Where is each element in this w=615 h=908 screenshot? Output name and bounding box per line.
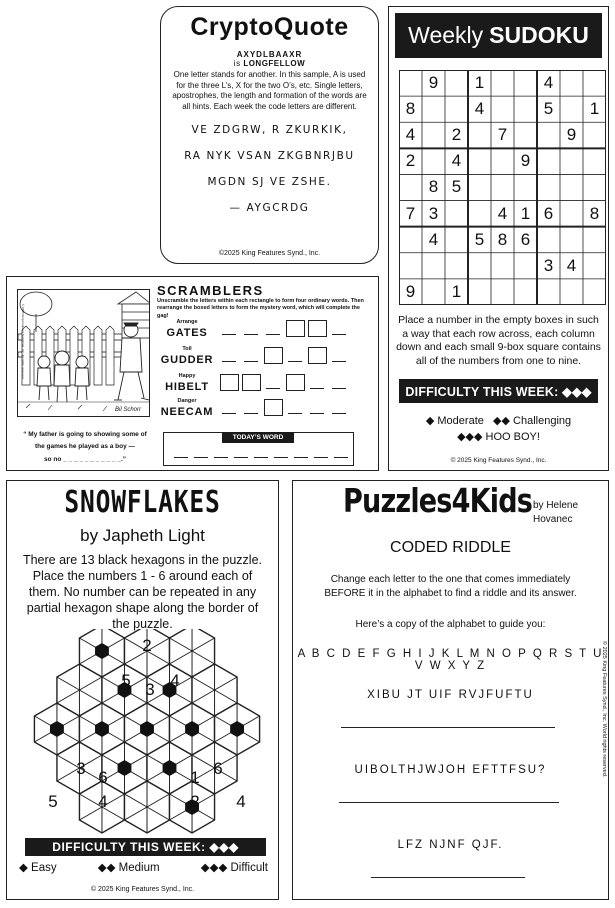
scrambler-letter-slot[interactable] [288, 413, 302, 414]
sudoku-cell[interactable] [422, 279, 445, 305]
scramblers-panel [6, 276, 379, 471]
cryptoquote-panel [160, 6, 379, 264]
sudoku-cell: 7 [497, 125, 508, 145]
coded-riddle-instructions: Change each letter to the one that comes immediately BEFORE it in the alphabet to find a riddle and its answer. [324, 574, 577, 599]
scramblers-instructions: Unscramble the letters within each rectangle to form four ordinary words. Then rearrange the boxed letters to form the mystery word, which will complete the gag! [157, 298, 364, 319]
scramblers-caption-gag: “ My father is going to showing some of the games he played as a boy — [23, 431, 147, 451]
snowflake-given-number: 3 [76, 759, 86, 778]
encoded-line-1: XIBU JT UIF RVJFUFTU [367, 689, 534, 701]
scrambler-letter-slot[interactable] [266, 388, 280, 389]
snowflakes-instructions: There are 13 black hexagons in the puzzle. Place the numbers 1 - 6 around each of them. No number can be repeated in any partial hexagon shape along the border of the puzzle. [22, 553, 263, 631]
sudoku-cell: 4 [497, 203, 508, 223]
coded-riddle-subtitle: CODED RIDDLE [390, 539, 511, 556]
scrambler-boxed-letter[interactable] [308, 347, 327, 364]
todays-word-letter-slot[interactable] [294, 457, 308, 458]
cryptoquote-author: — AYGCRDG [229, 202, 310, 215]
sudoku-cell[interactable] [399, 174, 422, 200]
sudoku-copyright: © 2025 King Features Synd., Inc. [450, 457, 547, 464]
sudoku-cell[interactable] [514, 279, 537, 305]
sudoku-cell[interactable] [514, 174, 537, 200]
alphabet-guide: A B C D E F G H I J K L M N O P Q R S T U V W X Y Z [297, 648, 604, 672]
scrambler-clue-2: Toil [182, 346, 192, 352]
todays-word-label: TODAY’S WORD [222, 432, 294, 443]
scrambler-clue-1: Arrange [176, 319, 198, 325]
sudoku-cell[interactable] [468, 174, 491, 200]
sudoku-cell: 4 [566, 255, 577, 275]
snowflakes-difficulty-bar: DIFFICULTY THIS WEEK: ◆◆◆ [25, 838, 266, 856]
sudoku-cell[interactable] [583, 148, 606, 174]
todays-word-letter-slot[interactable] [234, 457, 248, 458]
sudoku-cell[interactable] [514, 96, 537, 122]
todays-word-letter-slot[interactable] [194, 457, 208, 458]
encoded-line-3: LFZ NJNF QJF. [397, 839, 504, 851]
snowflakes-level-medium: ◆◆ Medium [97, 862, 160, 874]
cryptoquote-sample-word: LONGFELLOW [243, 59, 306, 68]
scramblers-caption [19, 429, 151, 466]
scrambler-boxed-letter[interactable] [286, 374, 305, 391]
sudoku-cell: 5 [451, 177, 462, 197]
sudoku-cell: 8 [428, 177, 439, 197]
cryptoquote-sample-answer [171, 59, 368, 68]
sudoku-cell: 1 [474, 73, 485, 93]
sudoku-cell[interactable] [422, 96, 445, 122]
scrambler-boxed-letter[interactable] [220, 374, 239, 391]
sudoku-cell: 6 [543, 203, 554, 223]
todays-word-letter-slot[interactable] [174, 457, 188, 458]
sudoku-cell[interactable] [468, 122, 491, 148]
puzzles4kids-panel [292, 480, 609, 900]
sudoku-cell: 4 [543, 73, 554, 93]
sudoku-cell: 5 [474, 229, 485, 249]
sudoku-cell[interactable] [422, 148, 445, 174]
sudoku-cell[interactable] [514, 253, 537, 279]
sudoku-level-hoo-boy: ◆◆◆ HOO BOY! [457, 430, 540, 443]
scrambler-letter-slot[interactable] [244, 413, 258, 414]
snowflakes-grid [29, 629, 265, 834]
sudoku-cell[interactable] [399, 227, 422, 253]
sudoku-cell: 4 [451, 151, 462, 171]
cryptoquote-line-1: VE ZDGRW, R ZKURKIK, [191, 124, 348, 137]
scrambler-word-2: GUDDER [160, 354, 214, 366]
sudoku-cell[interactable] [445, 253, 468, 279]
sudoku-cell[interactable] [514, 70, 537, 96]
sudoku-cell[interactable] [445, 96, 468, 122]
sudoku-cell[interactable] [422, 253, 445, 279]
cryptoquote-title: CryptoQuote [190, 13, 349, 41]
sudoku-cell[interactable] [468, 279, 491, 305]
sudoku-cell[interactable] [468, 201, 491, 227]
scrambler-boxed-letter[interactable] [264, 347, 283, 364]
cartoon-copyright: © 2025 King Features Syndicate, Inc. All rights reserved. [21, 304, 25, 380]
todays-word-box [163, 432, 354, 466]
puzzles4kids-copyright-wrapper [598, 641, 608, 791]
todays-word-letter-slot[interactable] [254, 457, 268, 458]
sudoku-cell[interactable] [491, 70, 514, 96]
sudoku-instructions: Place a number in the empty boxes in such a way that each row across, each column down and each small 9-box square contains all of the numbers from one to nine. [396, 314, 601, 367]
sudoku-cell[interactable] [537, 122, 560, 148]
sudoku-cell[interactable] [399, 70, 422, 96]
scrambler-letter-slot[interactable] [332, 361, 346, 362]
snowflakes-byline: by Japheth Light [80, 526, 205, 545]
cartoon-artist-signature: Bil Schorr [114, 407, 141, 413]
snowflake-given-number: 1 [190, 768, 200, 787]
todays-word-letter-slot[interactable] [214, 457, 228, 458]
sudoku-cell[interactable] [514, 122, 537, 148]
cryptoquote-line-2: RA NYK VSAN ZKGBNRJBU [184, 150, 355, 163]
puzzles4kids-author [533, 499, 578, 526]
snowflake-given-number: 4 [170, 671, 180, 690]
sudoku-cell[interactable] [560, 279, 583, 305]
scrambler-word-4: NEECAM [160, 406, 214, 418]
snowflake-given-number: 6 [213, 759, 223, 778]
snowflakes-panel [6, 480, 279, 900]
scrambler-boxed-letter[interactable] [242, 374, 261, 391]
sudoku-cell[interactable] [491, 148, 514, 174]
snowflakes-copyright: © 2025 King Features Synd., Inc. [90, 886, 195, 893]
scrambler-letter-slot[interactable] [222, 334, 236, 335]
sudoku-cell: 6 [520, 229, 531, 249]
snowflakes-level-difficult: ◆◆◆ Difficult [200, 862, 268, 874]
sudoku-cell: 8 [497, 229, 508, 249]
sudoku-title-sudoku: SUDOKU [489, 22, 589, 48]
sudoku-cell[interactable] [468, 148, 491, 174]
snowflake-given-number: 3 [145, 680, 155, 699]
sudoku-cell: 2 [451, 125, 462, 145]
sudoku-cell: 7 [405, 203, 416, 223]
scrambler-boxed-letter[interactable] [264, 399, 283, 416]
scrambler-letter-slot[interactable] [288, 361, 302, 362]
sudoku-cell[interactable] [491, 174, 514, 200]
scrambler-letter-slot[interactable] [222, 413, 236, 414]
sudoku-cell[interactable] [445, 201, 468, 227]
sudoku-cell: 4 [474, 99, 485, 119]
sudoku-cell[interactable] [560, 174, 583, 200]
scrambler-letter-slot[interactable] [310, 413, 324, 414]
snowflake-given-number: 5 [48, 792, 58, 811]
sudoku-cell[interactable] [491, 279, 514, 305]
sudoku-title-bar [395, 13, 602, 58]
sudoku-cell: 5 [543, 99, 554, 119]
scrambler-letter-slot[interactable] [244, 334, 258, 335]
snowflake-given-number: 4 [236, 792, 246, 811]
sudoku-cell[interactable] [583, 174, 606, 200]
scramblers-title: SCRAMBLERS [157, 283, 264, 298]
sudoku-title-weekly: Weekly [408, 22, 484, 48]
sudoku-cell[interactable] [537, 227, 560, 253]
sudoku-cell[interactable] [491, 253, 514, 279]
scrambler-letter-slot[interactable] [332, 413, 346, 414]
snowflake-given-number: 4 [98, 792, 108, 811]
snowflake-given-number: 2 [142, 636, 152, 655]
todays-word-letter-slot[interactable] [334, 457, 348, 458]
sudoku-cell[interactable] [583, 253, 606, 279]
todays-word-letter-slot[interactable] [314, 457, 328, 458]
sudoku-cell: 1 [520, 203, 531, 223]
scrambler-letter-slot[interactable] [266, 334, 280, 335]
cartoon-illustration [18, 290, 150, 417]
sudoku-level-challenging: ◆◆ Challenging [493, 415, 572, 427]
sudoku-levels [389, 414, 608, 446]
sudoku-cell[interactable] [560, 148, 583, 174]
sudoku-panel [388, 6, 609, 471]
scramblers-caption-answer: so no _ _ _ _ _ _ _ _ _ _ _.” [43, 455, 127, 463]
sudoku-cell: 9 [520, 151, 531, 171]
sudoku-cell[interactable] [399, 253, 422, 279]
snowflakes-levels [19, 860, 268, 874]
cryptoquote-explanation: One letter stands for another. In this sample, A is used for the three L’s, X for the two O’s, etc. Single letters, apostrophes, the length and formation of the words are all hints. Each week the code letters are different. [172, 70, 367, 111]
sudoku-cell: 4 [428, 229, 439, 249]
cryptoquote-sample-code: AXYDLBAAXR [236, 50, 303, 59]
puzzles4kids-author-line1: by Helene [533, 500, 579, 511]
answer-line-2 [339, 802, 559, 803]
sudoku-cell[interactable] [445, 70, 468, 96]
scrambler-letter-slot[interactable] [310, 388, 324, 389]
sudoku-cell: 1 [589, 99, 600, 119]
scrambler-letter-slot[interactable] [332, 388, 346, 389]
sudoku-cell: 3 [543, 255, 554, 275]
cryptoquote-copyright: ©2025 King Features Synd., Inc. [218, 250, 321, 257]
sudoku-cell[interactable] [560, 96, 583, 122]
scrambler-word-3: HIBELT [165, 381, 209, 393]
cryptoquote-line-3: MGDN SJ VE ZSHE. [207, 176, 332, 189]
scrambler-letter-slot[interactable] [244, 361, 258, 362]
sudoku-cell[interactable] [583, 70, 606, 96]
sudoku-grid [399, 70, 606, 305]
sudoku-cell[interactable] [583, 279, 606, 305]
snowflake-given-number: 6 [98, 768, 108, 787]
sudoku-cell[interactable] [583, 122, 606, 148]
sudoku-cell: 2 [405, 151, 416, 171]
sudoku-cell[interactable] [560, 227, 583, 253]
sudoku-cell: 3 [428, 203, 439, 223]
scrambler-boxed-letter[interactable] [286, 320, 305, 337]
snowflake-given-number: 2 [190, 792, 200, 811]
scramblers-cartoon [17, 289, 150, 417]
todays-word-letter-slot[interactable] [274, 457, 288, 458]
sudoku-cell: 9 [428, 73, 439, 93]
scrambler-boxed-letter[interactable] [308, 320, 327, 337]
scrambler-clue-3: Happy [178, 373, 196, 379]
sudoku-level-moderate: ◆ Moderate [425, 415, 484, 427]
snowflake-given-number: 5 [121, 671, 131, 690]
sudoku-difficulty-bar: DIFFICULTY THIS WEEK: ◆◆◆ [399, 379, 598, 403]
scrambler-clue-4: Danger [177, 398, 197, 404]
sudoku-cell[interactable] [537, 148, 560, 174]
puzzles4kids-copyright: © 2025 King Features Synd., Inc. World rights reserved. [601, 641, 607, 778]
sudoku-cell[interactable] [445, 227, 468, 253]
sudoku-cell[interactable] [583, 227, 606, 253]
snowflakes-title: SNOWFLAKES [64, 485, 221, 520]
scrambler-letter-slot[interactable] [332, 334, 346, 335]
scrambler-letter-slot[interactable] [222, 361, 236, 362]
sudoku-cell[interactable] [537, 279, 560, 305]
cartoon-copyright-wrapper [19, 304, 25, 404]
cryptoquote-sample-is: is [233, 59, 241, 68]
answer-line-1 [341, 727, 555, 728]
encoded-line-2: UIBOLTHJWJOH EFTTFSU? [354, 764, 547, 776]
alphabet-guide-label: Here’s a copy of the alphabet to guide you: [355, 619, 546, 630]
puzzles4kids-title: Puzzles4Kids [343, 481, 533, 520]
answer-line-3 [371, 877, 525, 878]
sudoku-cell[interactable] [468, 253, 491, 279]
sudoku-cell: 9 [566, 125, 577, 145]
scrambler-word-1: GATES [166, 327, 208, 339]
sudoku-cell: 8 [589, 203, 600, 223]
puzzles4kids-author-line2: Hovanec [533, 513, 573, 525]
sudoku-cell[interactable] [491, 96, 514, 122]
sudoku-cell[interactable] [560, 201, 583, 227]
sudoku-cell: 1 [451, 281, 462, 301]
sudoku-cell: 8 [405, 99, 416, 119]
sudoku-cell: 4 [405, 125, 416, 145]
sudoku-cell[interactable] [422, 122, 445, 148]
sudoku-cell[interactable] [560, 70, 583, 96]
sudoku-cell[interactable] [537, 174, 560, 200]
sudoku-cell: 9 [405, 281, 416, 301]
snowflakes-level-easy: ◆ Easy [19, 862, 57, 874]
